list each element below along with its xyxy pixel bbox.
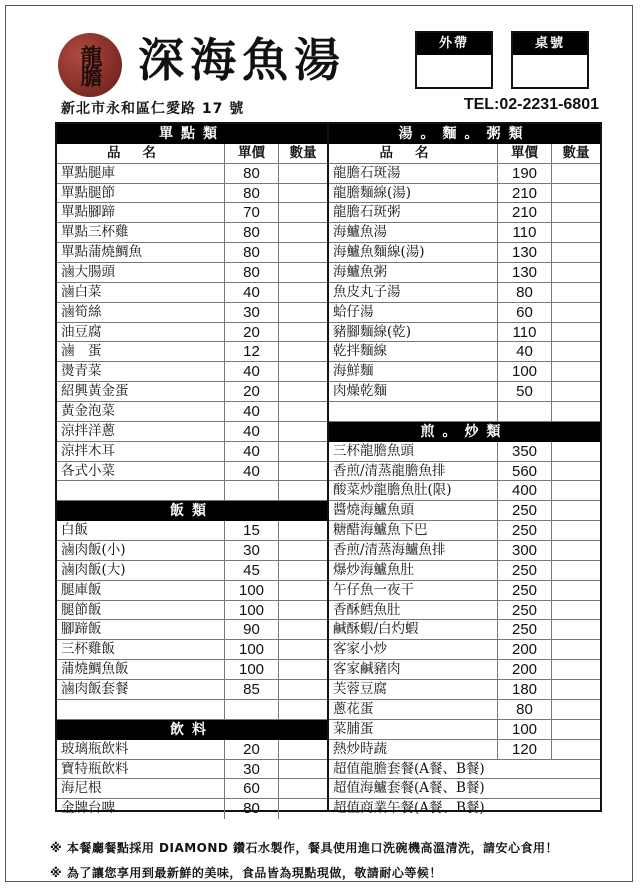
item-name: 香酥鱈魚肚 <box>333 601 401 618</box>
item-price: 80 <box>224 223 278 242</box>
notes <box>50 836 558 886</box>
item-name: 滷白菜 <box>61 283 102 300</box>
item-name: 單點蒲燒鯛魚 <box>61 244 142 261</box>
menu-item-row <box>57 203 327 223</box>
menu-item-row <box>329 720 600 740</box>
item-name: 滷筍絲 <box>61 303 102 320</box>
item-name: 寶特瓶飲料 <box>61 760 129 777</box>
item-name: 醬燒海鱸魚頭 <box>333 502 414 519</box>
item-price: 180 <box>497 680 551 699</box>
quantity-cell[interactable] <box>551 501 600 520</box>
quantity-cell[interactable] <box>278 203 327 222</box>
menu-item-row <box>57 442 327 462</box>
item-name: 滷肉飯套餐 <box>61 681 129 698</box>
quantity-cell[interactable] <box>278 323 327 342</box>
quantity-cell[interactable] <box>551 740 600 759</box>
menu-item-row <box>329 283 600 303</box>
quantity-cell[interactable] <box>278 382 327 401</box>
address: 新北市永和區仁愛路 17 號 <box>61 101 245 117</box>
quantity-cell[interactable] <box>278 541 327 560</box>
menu-item-row <box>329 660 600 680</box>
quantity-cell[interactable] <box>551 342 600 361</box>
menu-item-row <box>57 760 327 780</box>
item-name: 滷肉飯(小) <box>61 542 126 559</box>
item-price: 60 <box>224 779 278 798</box>
menu-item-row <box>57 422 327 442</box>
menu-item-row <box>329 481 600 501</box>
menu-item-row <box>329 382 600 402</box>
menu-item-row <box>329 700 600 720</box>
item-name: 客家小炒 <box>333 641 387 658</box>
menu-column-right <box>329 124 600 817</box>
quantity-cell[interactable] <box>278 223 327 242</box>
item-price: 250 <box>497 501 551 520</box>
item-price: 20 <box>224 323 278 342</box>
menu-item-row <box>329 501 600 521</box>
item-price: 70 <box>224 203 278 222</box>
quantity-cell[interactable] <box>551 263 600 282</box>
quantity-cell[interactable] <box>551 203 600 222</box>
quantity-cell[interactable] <box>551 581 600 600</box>
menu-item-row <box>57 740 327 760</box>
item-price: 110 <box>497 223 551 242</box>
logo <box>58 33 122 97</box>
quantity-cell[interactable] <box>551 164 600 183</box>
quantity-cell[interactable] <box>278 442 327 461</box>
set-meal-row[interactable] <box>329 779 600 799</box>
menu-item-row <box>329 740 600 760</box>
menu-item-row <box>329 362 600 382</box>
item-name: 肉燥乾麵 <box>333 383 387 400</box>
menu-item-row <box>329 223 600 243</box>
item-price: 300 <box>497 541 551 560</box>
item-name: 金牌台啤 <box>61 800 115 817</box>
quantity-cell[interactable] <box>278 462 327 481</box>
quantity-cell[interactable] <box>278 700 327 719</box>
table-number-label: 桌號 <box>513 33 587 55</box>
item-name: 黃金泡菜 <box>61 403 115 420</box>
menu-item-row <box>329 243 600 263</box>
item-price: 100 <box>497 720 551 739</box>
item-name: 腳蹄飯 <box>61 621 102 638</box>
item-name: 乾拌麵線 <box>333 343 387 360</box>
note-line: ※ 本餐廳餐點採用 DIAMOND 鑽石水製作，餐具使用進口洗碗機高溫清洗，請安心食用！ <box>50 841 559 855</box>
menu-item-row <box>329 164 600 184</box>
item-name: 腿庫飯 <box>61 581 102 598</box>
quantity-cell[interactable] <box>551 184 600 203</box>
menu-item-row <box>57 303 327 323</box>
quantity-cell[interactable] <box>278 362 327 381</box>
item-name: 涼拌木耳 <box>61 442 115 459</box>
section-header: 單點類 <box>57 124 327 144</box>
quantity-cell[interactable] <box>551 601 600 620</box>
item-name: 油豆腐 <box>61 323 102 340</box>
item-name: 海尼根 <box>61 780 102 797</box>
quantity-cell[interactable] <box>278 481 327 500</box>
menu-item-row <box>329 561 600 581</box>
menu-column-left <box>57 124 329 818</box>
quantity-cell[interactable] <box>551 243 600 262</box>
item-price: 80 <box>224 184 278 203</box>
quantity-cell[interactable] <box>551 303 600 322</box>
item-name: 魚皮丸子湯 <box>333 283 401 300</box>
quantity-cell[interactable] <box>278 342 327 361</box>
item-price: 200 <box>497 640 551 659</box>
quantity-cell[interactable] <box>278 760 327 779</box>
section-header: 飯類 <box>57 501 327 521</box>
menu-item-row <box>57 799 327 819</box>
item-price: 20 <box>224 382 278 401</box>
column-header-price: 單價 <box>497 144 551 163</box>
item-price: 110 <box>497 323 551 342</box>
item-name: 涼拌洋蔥 <box>61 422 115 439</box>
menu-item-row <box>57 601 327 621</box>
item-price: 120 <box>497 740 551 759</box>
brand-title: 深海魚湯 <box>138 33 346 87</box>
column-header-price: 單價 <box>224 144 278 163</box>
item-price: 40 <box>224 462 278 481</box>
menu-item-row <box>329 680 600 700</box>
quantity-cell[interactable] <box>278 660 327 679</box>
set-meal-name: 超值商業午餐(A餐、B餐) <box>333 800 485 817</box>
table-number-box[interactable] <box>511 31 589 89</box>
quantity-cell[interactable] <box>278 779 327 798</box>
column-header-name: 品名 <box>107 144 178 161</box>
item-name: 爆炒海鱸魚肚 <box>333 561 414 578</box>
item-name: 白飯 <box>61 522 88 539</box>
item-price: 100 <box>224 601 278 620</box>
quantity-cell[interactable] <box>278 640 327 659</box>
set-meal-row[interactable] <box>329 799 600 819</box>
menu-item-row <box>329 303 600 323</box>
takeout-label: 外帶 <box>417 33 491 55</box>
item-price: 80 <box>224 243 278 262</box>
menu-item-row <box>329 462 600 482</box>
menu-item-row <box>57 164 327 184</box>
item-name: 糖醋海鱸魚下巴 <box>333 522 428 539</box>
item-name: 腿節飯 <box>61 601 102 618</box>
menu-item-row <box>57 680 327 700</box>
item-name: 紹興黃金蛋 <box>61 383 129 400</box>
item-price: 200 <box>497 660 551 679</box>
quantity-cell[interactable] <box>278 283 327 302</box>
menu-item-row <box>57 342 327 362</box>
menu-item-row <box>57 581 327 601</box>
quantity-cell[interactable] <box>551 462 600 481</box>
quantity-cell[interactable] <box>278 402 327 421</box>
set-meal-row[interactable] <box>329 760 600 780</box>
menu-item-row <box>57 660 327 680</box>
item-price: 30 <box>224 303 278 322</box>
quantity-cell[interactable] <box>551 700 600 719</box>
item-name: 單點三杯雞 <box>61 224 129 241</box>
item-name: 玻璃瓶飲料 <box>61 740 129 757</box>
item-name: 酸菜炒龍膽魚肚(限) <box>333 482 452 499</box>
item-name: 龍膽石斑粥 <box>333 204 401 221</box>
quantity-cell[interactable] <box>551 541 600 560</box>
item-price: 12 <box>224 342 278 361</box>
item-price: 40 <box>224 442 278 461</box>
section-header: 飲料 <box>57 720 327 740</box>
item-price: 50 <box>497 382 551 401</box>
menu-item-row <box>329 442 600 462</box>
menu-item-row <box>57 362 327 382</box>
menu-item-row <box>57 481 327 501</box>
menu-item-row <box>329 323 600 343</box>
menu-item-row <box>329 402 600 422</box>
column-header-row <box>329 144 600 164</box>
menu-item-row <box>57 620 327 640</box>
item-name: 海鱸魚麵線(湯) <box>333 244 425 261</box>
item-name: 豬腳麵線(乾) <box>333 323 412 340</box>
menu-item-row <box>57 323 327 343</box>
item-price: 250 <box>497 620 551 639</box>
item-name: 午仔魚一夜干 <box>333 581 414 598</box>
quantity-cell[interactable] <box>551 223 600 242</box>
telephone: TEL:02-2231-6801 <box>463 96 599 113</box>
quantity-cell[interactable] <box>551 620 600 639</box>
menu-item-row <box>57 382 327 402</box>
item-price: 15 <box>224 521 278 540</box>
item-price: 20 <box>224 740 278 759</box>
set-meal-name: 超值海鱸套餐(A餐、B餐) <box>333 780 485 797</box>
item-name <box>329 402 497 421</box>
menu-item-row <box>57 561 327 581</box>
quantity-cell[interactable] <box>278 740 327 759</box>
takeout-box[interactable] <box>415 31 493 89</box>
item-name: 蛤仔湯 <box>333 303 374 320</box>
menu-sheet <box>5 5 633 882</box>
quantity-cell[interactable] <box>278 164 327 183</box>
quantity-cell[interactable] <box>278 243 327 262</box>
menu-item-row <box>57 223 327 243</box>
menu-item-row <box>329 541 600 561</box>
menu-item-row <box>329 203 600 223</box>
quantity-cell[interactable] <box>278 680 327 699</box>
item-name: 龍膽麵線(湯) <box>333 184 412 201</box>
item-price: 30 <box>224 760 278 779</box>
menu-item-row <box>57 184 327 204</box>
item-price: 80 <box>224 799 278 819</box>
item-price: 40 <box>224 362 278 381</box>
menu-item-row <box>57 521 327 541</box>
quantity-cell[interactable] <box>551 680 600 699</box>
menu-item-row <box>57 283 327 303</box>
quantity-cell[interactable] <box>551 481 600 500</box>
item-price: 90 <box>224 620 278 639</box>
item-price: 40 <box>224 283 278 302</box>
item-price: 210 <box>497 184 551 203</box>
column-header-row <box>57 144 327 164</box>
menu-item-row <box>329 184 600 204</box>
menu-item-row <box>57 779 327 799</box>
item-name: 蒲燒鯛魚飯 <box>61 661 129 678</box>
item-price <box>224 481 278 500</box>
item-name: 芙蓉豆腐 <box>333 681 387 698</box>
quantity-cell[interactable] <box>278 561 327 580</box>
item-price: 45 <box>224 561 278 580</box>
item-price: 250 <box>497 521 551 540</box>
item-price: 100 <box>224 581 278 600</box>
menu-item-row <box>57 402 327 422</box>
item-name: 單點腳蹄 <box>61 204 115 221</box>
item-name: 單點腿節 <box>61 184 115 201</box>
quantity-cell[interactable] <box>551 283 600 302</box>
quantity-cell[interactable] <box>278 601 327 620</box>
quantity-cell[interactable] <box>551 660 600 679</box>
quantity-cell[interactable] <box>551 521 600 540</box>
item-name: 滷肉飯(大) <box>61 561 126 578</box>
quantity-cell[interactable] <box>551 402 600 421</box>
item-price: 40 <box>497 342 551 361</box>
quantity-cell[interactable] <box>551 442 600 461</box>
menu-item-row <box>329 601 600 621</box>
item-price: 250 <box>497 601 551 620</box>
quantity-cell[interactable] <box>278 581 327 600</box>
menu-item-row <box>57 640 327 660</box>
item-name: 香煎/清蒸海鱸魚排 <box>333 542 446 559</box>
menu-item-row <box>329 581 600 601</box>
column-header-qty: 數量 <box>551 144 600 163</box>
quantity-cell[interactable] <box>278 521 327 540</box>
set-meal-name: 超值龍膽套餐(A餐、B餐) <box>333 760 485 777</box>
logo-text: 龍膽 <box>77 45 103 85</box>
item-price: 560 <box>497 462 551 481</box>
item-price: 80 <box>497 283 551 302</box>
quantity-cell[interactable] <box>278 620 327 639</box>
item-name: 三杯龍膽魚頭 <box>333 442 414 459</box>
menu-item-row <box>329 263 600 283</box>
menu-item-row <box>57 541 327 561</box>
item-name <box>57 481 224 500</box>
item-price: 250 <box>497 561 551 580</box>
item-name: 各式小菜 <box>61 462 115 479</box>
item-name <box>57 700 224 719</box>
item-name: 燙青菜 <box>61 363 102 380</box>
item-price: 210 <box>497 203 551 222</box>
menu-item-row <box>57 263 327 283</box>
section-header: 煎。炒類 <box>329 422 600 442</box>
quantity-cell[interactable] <box>278 184 327 203</box>
item-price: 130 <box>497 263 551 282</box>
item-price: 400 <box>497 481 551 500</box>
item-price: 85 <box>224 680 278 699</box>
quantity-cell[interactable] <box>278 422 327 441</box>
item-name: 海鱸魚湯 <box>333 224 387 241</box>
quantity-cell[interactable] <box>278 799 327 819</box>
item-price <box>224 700 278 719</box>
item-price: 60 <box>497 303 551 322</box>
item-name: 熱炒時蔬 <box>333 740 387 757</box>
item-name: 龍膽石斑湯 <box>333 164 401 181</box>
item-price: 80 <box>224 263 278 282</box>
menu-item-row <box>329 521 600 541</box>
item-price: 100 <box>224 640 278 659</box>
item-price: 80 <box>224 164 278 183</box>
section-header: 湯。麵。粥類 <box>329 124 600 144</box>
quantity-cell[interactable] <box>278 263 327 282</box>
item-price: 100 <box>224 660 278 679</box>
note-line: ※ 為了讓您享用到最新鮮的美味，食品皆為現點現做，敬請耐心等候！ <box>50 866 442 880</box>
quantity-cell[interactable] <box>551 362 600 381</box>
menu-item-row <box>57 462 327 482</box>
item-price: 100 <box>497 362 551 381</box>
item-price: 350 <box>497 442 551 461</box>
item-price: 250 <box>497 581 551 600</box>
item-price: 30 <box>224 541 278 560</box>
menu-item-row <box>57 243 327 263</box>
item-name: 香煎/清蒸龍膽魚排 <box>333 462 446 479</box>
item-price: 40 <box>224 402 278 421</box>
column-header-name: 品名 <box>379 144 451 161</box>
item-name: 滷 蛋 <box>61 343 102 360</box>
menu-item-row <box>329 640 600 660</box>
item-name: 滷大腸頭 <box>61 264 115 281</box>
item-price: 130 <box>497 243 551 262</box>
item-name: 單點腿庫 <box>61 164 115 181</box>
item-price: 80 <box>497 700 551 719</box>
menu-table <box>55 122 602 818</box>
quantity-cell[interactable] <box>278 303 327 322</box>
item-name: 海鱸魚粥 <box>333 264 387 281</box>
quantity-cell[interactable] <box>551 382 600 401</box>
item-name: 三杯雞飯 <box>61 641 115 658</box>
item-price: 40 <box>224 422 278 441</box>
column-header-qty: 數量 <box>278 144 327 163</box>
quantity-cell[interactable] <box>551 640 600 659</box>
item-name: 鹹酥蝦/白灼蝦 <box>333 621 419 638</box>
item-name: 客家鹹豬肉 <box>333 661 401 678</box>
quantity-cell[interactable] <box>551 561 600 580</box>
item-name: 海鮮麵 <box>333 363 374 380</box>
quantity-cell[interactable] <box>551 720 600 739</box>
item-price <box>497 402 551 421</box>
item-name: 蔥花蛋 <box>333 700 374 717</box>
quantity-cell[interactable] <box>551 323 600 342</box>
menu-item-row <box>57 700 327 720</box>
item-price: 190 <box>497 164 551 183</box>
menu-item-row <box>329 620 600 640</box>
item-name: 菜脯蛋 <box>333 720 374 737</box>
menu-item-row <box>329 342 600 362</box>
